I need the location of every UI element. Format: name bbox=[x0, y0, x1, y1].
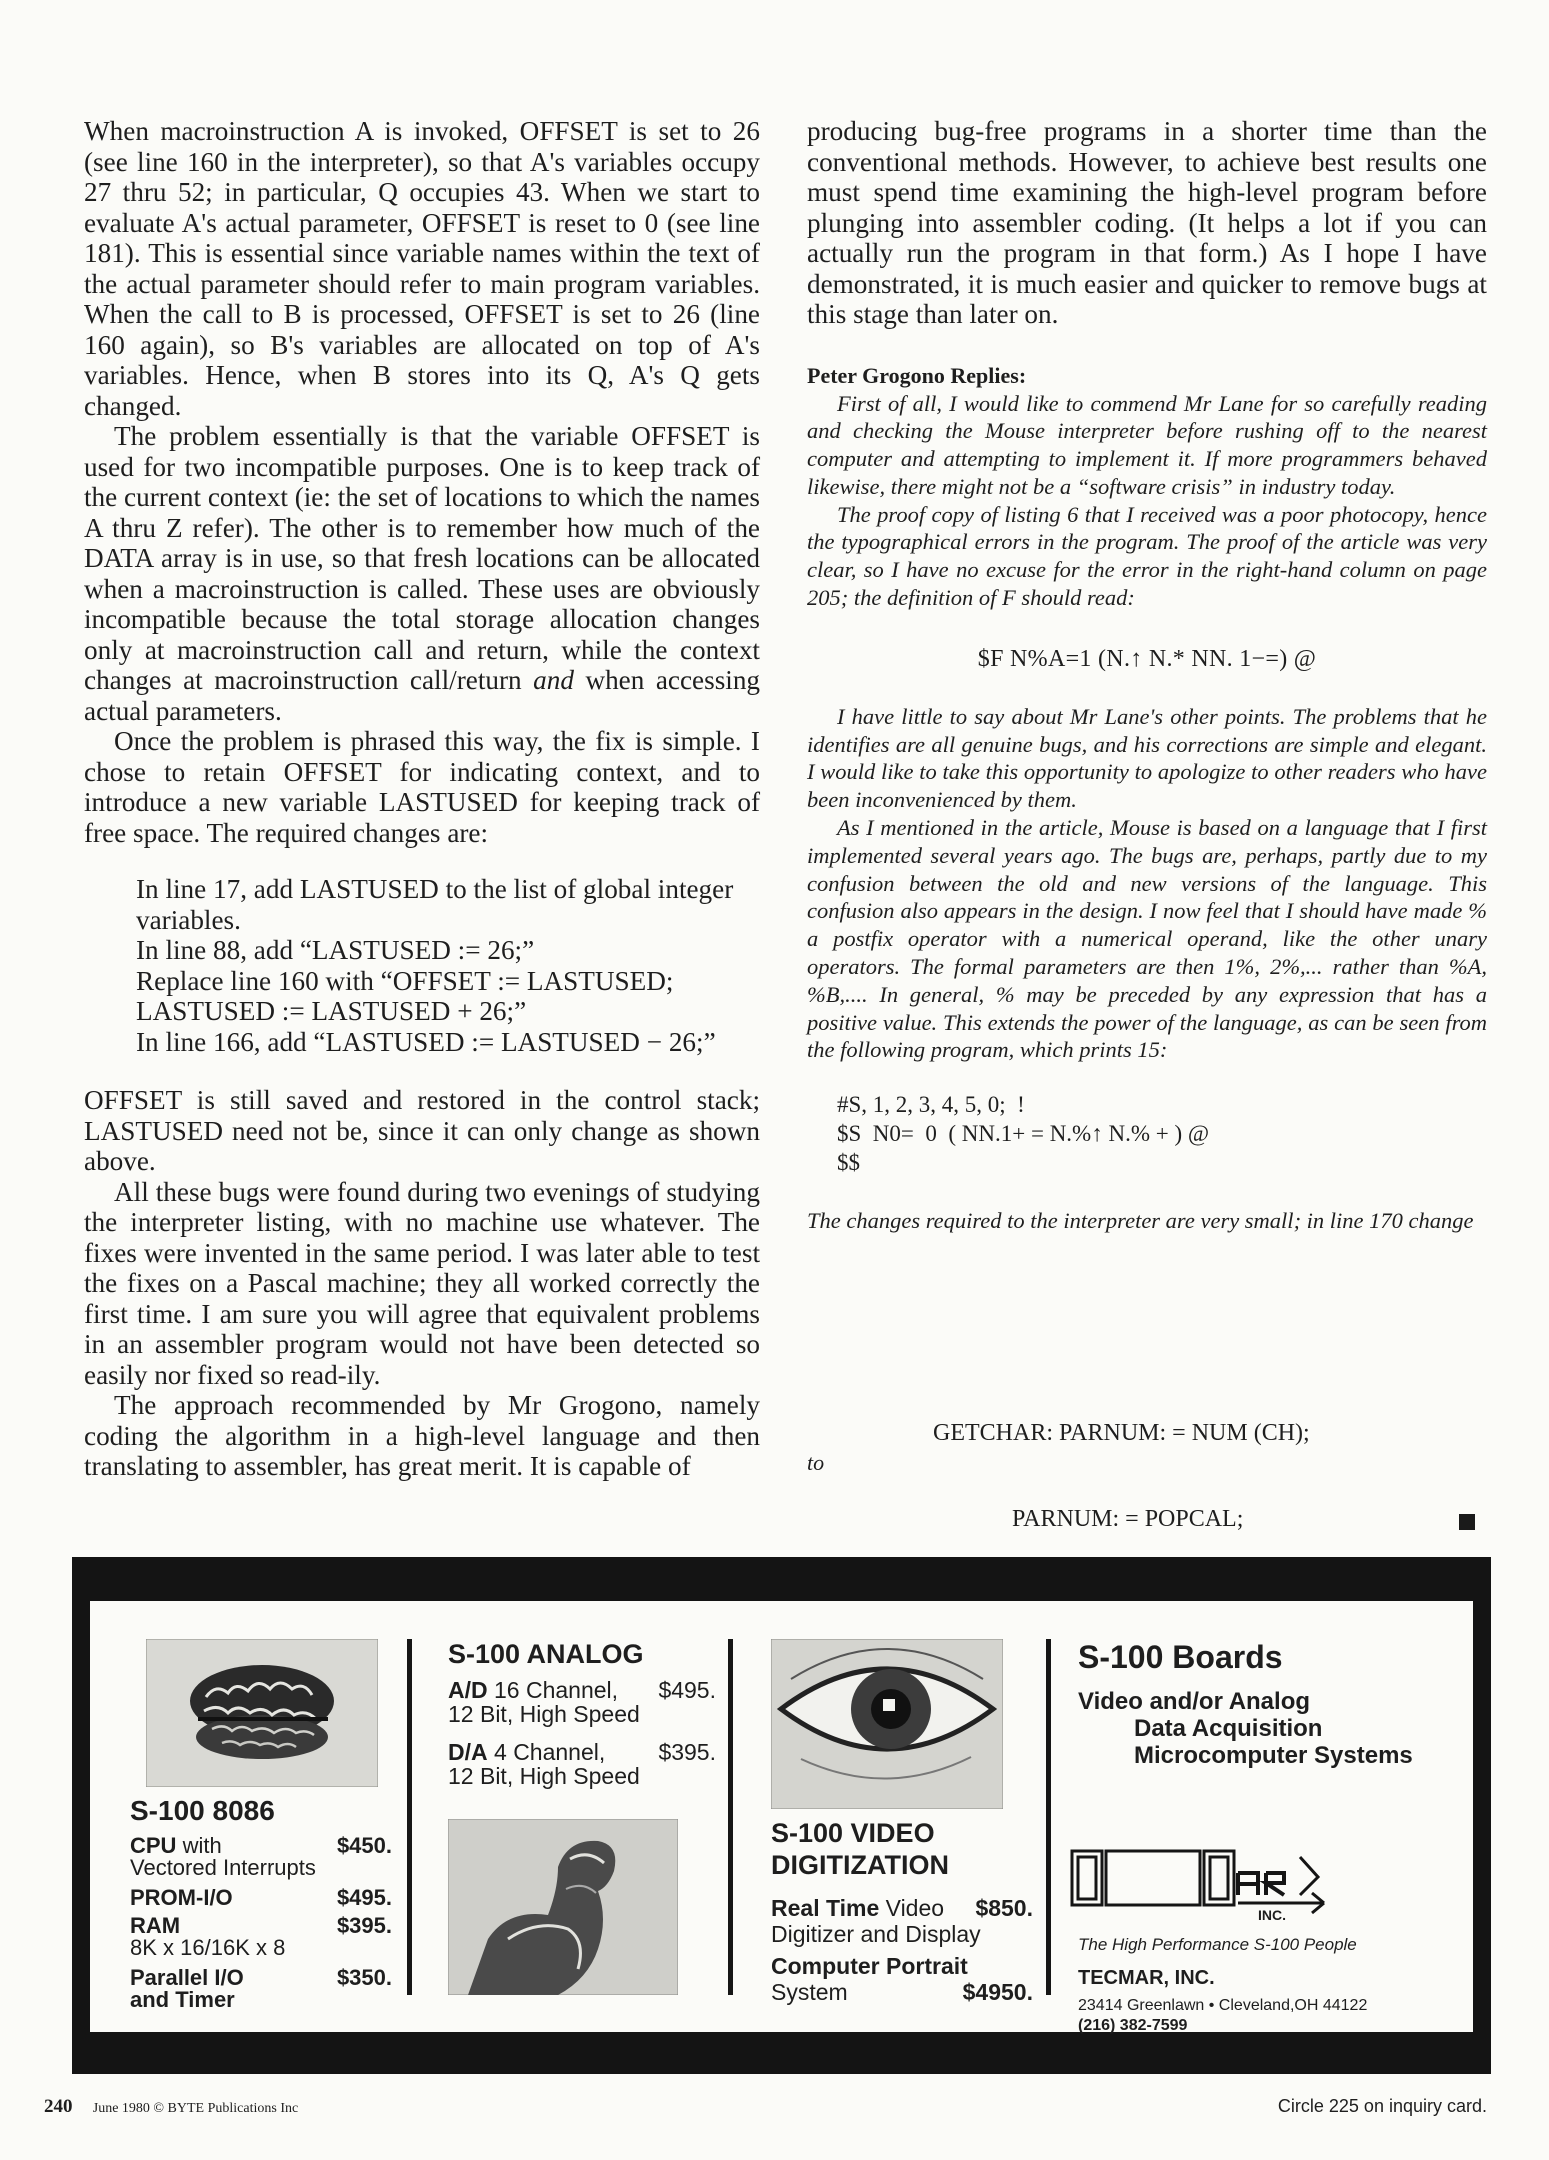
code-before: GETCHAR: PARNUM: = NUM (CH); bbox=[933, 1420, 1310, 1446]
product-label: Parallel I/O bbox=[130, 1965, 244, 1990]
product-label: PROM-I/O bbox=[130, 1885, 233, 1910]
tecmar-logo-icon bbox=[1062, 1837, 1342, 1933]
price-row bbox=[130, 1967, 392, 1989]
arm-illustration bbox=[448, 1819, 678, 1995]
product-price: $495. bbox=[658, 1677, 716, 1703]
product-price: $4950. bbox=[962, 1979, 1033, 2005]
product-label-text: Computer Portrait bbox=[771, 1953, 968, 1979]
issue-line: June 1980 © BYTE Publications Inc bbox=[92, 2101, 299, 2116]
price-row bbox=[771, 1895, 1033, 1921]
eye-icon bbox=[771, 1639, 1003, 1809]
paragraph: When macroinstruction A is invoked, OFFSET is set to 26 (see line 160 in the interpreter), so that A's variables occupy 27 thru 52; in particular, Q occupies 43. When we start to evaluate A's actual parameter, OFFSET is reset to 0 (see line 181). This is essential since variable names within the text of the actual parameter should refer to main program variables. When the call to B is processed, OFFSET is set to 26 (line 160 again), so B's variables are allocated on top of A's variables. Hence, when B stores into its Q, A's Q gets changed. bbox=[84, 116, 760, 421]
paragraph: The approach recommended by Mr Grogono, namely coding the algorithm in a high-level language and then translating to assembler, has great merit. It is capable of bbox=[84, 1390, 760, 1481]
brain-icon bbox=[146, 1639, 378, 1787]
paragraph: OFFSET is still saved and restored in the control stack; LASTUSED need not be, since it can only change as shown above. bbox=[84, 1085, 760, 1176]
emphasis-text: and bbox=[533, 665, 574, 695]
product-price: $395. bbox=[658, 1739, 716, 1765]
ad-frame bbox=[90, 1601, 1473, 2032]
panel-title: DIGITIZATION bbox=[771, 1850, 949, 1880]
logo-inc: INC. bbox=[1258, 1907, 1286, 1923]
to-label: to bbox=[807, 1450, 825, 1475]
product-price: $495. bbox=[336, 1885, 392, 1910]
reply-paragraph: The proof copy of listing 6 that I received was a poor photocopy, hence the typographical errors in the program. The proof of the article was very clear, so I have no excuse for the error in the right-hand column on page 205; the definition of F should read: bbox=[807, 501, 1487, 611]
change-item: In line 166, add “LASTUSED := LASTUSED − 26;” bbox=[136, 1026, 716, 1057]
flexed-arm-icon bbox=[448, 1819, 678, 1995]
replies-heading: Peter Grogono Replies: bbox=[807, 362, 1027, 388]
price-row bbox=[771, 1979, 1033, 2005]
tecmar-logo bbox=[1062, 1837, 1342, 1933]
paragraph: producing bug-free programs in a shorter time than the conventional methods. However, to achieve best results one must spend time examining the high-level program before plunging into assembler coding. (It helps a lot if you can actually run the program in that form.) As I hope I have demonstrated, it is much easier and quicker to remove bugs at this stage than later on. bbox=[807, 116, 1487, 329]
left-column bbox=[84, 116, 760, 1482]
paragraph-text: The problem essentially is that the variable OFFSET is used for two incompatible purposes. One is to keep track of the current context (ie: the set of locations to which the names A thru Z refer). The other is to remember how much of the DATA array is in use, so that fresh locations can be allocated when a macroinstruction is called. These uses are obviously incompatible because the total storage allocation changes only at macroinstruction call and return, while the context changes at macroinstruction call/return bbox=[84, 421, 760, 695]
panel-title: S-100 ANALOG bbox=[448, 1639, 644, 1669]
code-after: PARNUM: = POPCAL; bbox=[1012, 1506, 1244, 1532]
product-label: D/A bbox=[448, 1739, 488, 1765]
price-row bbox=[448, 1678, 716, 1702]
panel-divider bbox=[728, 1639, 733, 1995]
brain-illustration bbox=[146, 1639, 378, 1787]
program-line: #S, 1, 2, 3, 4, 5, 0; ! bbox=[837, 1092, 1025, 1118]
product-price: $850. bbox=[975, 1895, 1033, 1921]
panel-analog bbox=[448, 1639, 716, 1788]
ad-line: Video and/or Analog bbox=[1078, 1688, 1311, 1715]
product-label: RAM bbox=[130, 1913, 181, 1938]
product-desc: 4 Channel, bbox=[494, 1739, 606, 1765]
required-changes-list bbox=[136, 874, 760, 1057]
price-row bbox=[130, 1915, 392, 1937]
price-row bbox=[130, 1835, 392, 1857]
mouse-program bbox=[837, 1090, 1487, 1177]
panel-8086 bbox=[130, 1795, 392, 2011]
panel-divider bbox=[407, 1639, 412, 1995]
panel-tecmar bbox=[1078, 1639, 1458, 1769]
tecmar-advertisement bbox=[72, 1557, 1491, 2074]
product-price: $350. bbox=[336, 1965, 392, 1990]
paragraph: Once the problem is phrased this way, the fix is simple. I chose to retain OFFSET for indicating context, and to introduce a new variable LASTUSED for keeping track of free space. The required changes are: bbox=[84, 726, 760, 848]
reply-paragraph: First of all, I would like to commend Mr Lane for so carefully reading and checking the Mouse interpreter before rushing off to the nearest computer and attempting to implement it. If more programmers behaved likewise, there might not be a “software crisis” in industry today. bbox=[807, 390, 1487, 499]
product-sub: 8K x 16/16K x 8 bbox=[130, 1935, 286, 1960]
panel-title: S-100 VIDEO bbox=[771, 1818, 935, 1848]
product-desc: System bbox=[771, 1979, 848, 2005]
change-item: Replace line 160 with “OFFSET := LASTUSED; LASTUSED := LASTUSED + 26;” bbox=[136, 965, 674, 1026]
page-footer bbox=[44, 2096, 298, 2118]
product-sub: 12 Bit, High Speed bbox=[448, 1701, 640, 1727]
program-line: $S N0= 0 ( NN.1+ = N.%↑ N.% + ) @ bbox=[837, 1121, 1210, 1147]
product-sub: 12 Bit, High Speed bbox=[448, 1763, 640, 1789]
reply-paragraph: The changes required to the interpreter are very small; in line 170 change bbox=[807, 1208, 1474, 1234]
product-desc: with bbox=[176, 1833, 222, 1858]
panel-divider bbox=[1046, 1639, 1051, 1995]
product-label: Real Time bbox=[771, 1895, 880, 1921]
end-mark bbox=[1459, 1514, 1475, 1530]
change-item: In line 88, add “LASTUSED := 26;” bbox=[136, 935, 535, 965]
tecmar-contact bbox=[1078, 1935, 1458, 2036]
change-item: In line 17, add LASTUSED to the list of global integer variables. bbox=[136, 874, 734, 935]
product-label bbox=[771, 1953, 1033, 1979]
reply-paragraph: I have little to say about Mr Lane's other points. The problems that he identifies are all genuine bugs, and his corrections are simple and elegant. I would like to take this opportunity to apologize to other readers who have been inconvenienced by them. bbox=[807, 703, 1487, 813]
price-row bbox=[448, 1740, 716, 1764]
tagline: The High Performance S-100 People bbox=[1078, 1935, 1357, 1954]
ad-line: Data Acquisition bbox=[1134, 1715, 1323, 1742]
formula-line: $F N%A=1 (N.↑ N.* NN. 1−=) @ bbox=[977, 645, 1317, 672]
paragraph: All these bugs were found during two evenings of studying the interpreter listing, with no machine use whatever. The fixes were invented in the same period. I was later able to test the fixes on a Pascal machine; they all worked correctly the first time. I am sure you will agree that equivalent problems in an assembler program would not have been detected so easily nor fixed so read-ily. bbox=[84, 1176, 760, 1390]
address: 23414 Greenlawn • Cleveland,OH 44122 bbox=[1078, 1997, 1368, 2014]
paragraph-text: when accessing actual parameters. bbox=[84, 665, 761, 726]
eye-illustration bbox=[771, 1639, 1003, 1809]
reply-paragraph: As I mentioned in the article, Mouse is based on a language that I first implemented several years ago. The bugs are, perhaps, partly due to my confusion between the old and new versions of the language. This confusion also appears in the design. I now feel that I should have made % a postfix operator with a numerical operand, like the other unary operators. The formal parameters are then 1%, 2%,... rather than %A, %B,.... In general, % may be preceded by any expression that has a positive value. This extends the power of the language, as can be seen from the following program, which prints 15: bbox=[807, 815, 1487, 1063]
product-label: A/D bbox=[448, 1677, 488, 1703]
right-column bbox=[807, 116, 1487, 1235]
ad-line: Microcomputer Systems bbox=[1134, 1742, 1413, 1769]
panel-title: S-100 8086 bbox=[130, 1795, 275, 1826]
product-price: $450. bbox=[336, 1833, 392, 1858]
panel-title: S-100 Boards bbox=[1078, 1639, 1283, 1675]
product-label: and Timer bbox=[130, 1987, 235, 2012]
page-number: 240 bbox=[44, 2096, 73, 2117]
inquiry-note: Circle 225 on inquiry card. bbox=[1277, 2096, 1487, 2116]
product-desc: 16 Channel, bbox=[494, 1677, 619, 1703]
product-sub: Digitizer and Display bbox=[771, 1921, 981, 1947]
product-label: CPU bbox=[130, 1833, 177, 1858]
company-name: TECMAR, INC. bbox=[1078, 1967, 1215, 1989]
panel-video bbox=[771, 1817, 1033, 2005]
phone: (216) 382-7599 bbox=[1078, 2017, 1188, 2034]
program-line: $$ bbox=[837, 1150, 860, 1176]
price-row bbox=[130, 1887, 392, 1909]
product-price: $395. bbox=[336, 1913, 392, 1938]
product-desc: Video bbox=[885, 1895, 945, 1921]
product-sub: Vectored Interrupts bbox=[130, 1855, 316, 1880]
paragraph bbox=[84, 421, 760, 726]
product-sub bbox=[130, 1989, 392, 2011]
